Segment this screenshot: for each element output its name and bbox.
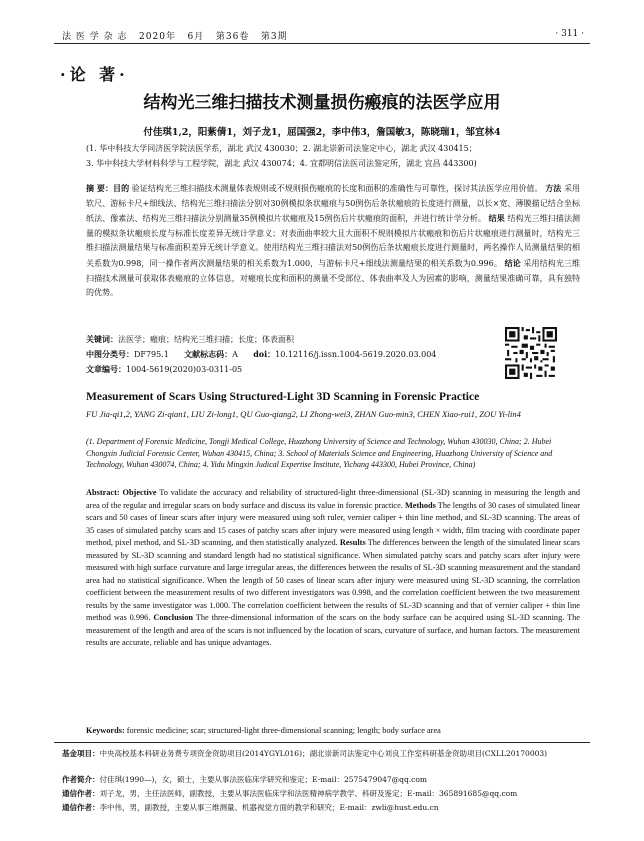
methods-cn: 采用软尺、游标卡尺+细线法、结构光三维扫描法分别对30例模拟条状瘢痕与50例伤后条状瘢痕的长度进行测量，以长×宽、薄膜描记结合坐标纸法、像素法、结构光三维扫描法分别测量35例模拟片状瘢痕及15例伤后片状瘢痕的面积，并进行统计学分析。 (86, 184, 581, 224)
footnote-author-bio (62, 774, 592, 786)
footnote-label: 通信作者： (62, 789, 100, 798)
footnote-text: 刘子龙，男，主任法医师，副教授，主要从事法医临床学和法医精神病学教学、科研及鉴定；E-mail：365891685@qq.com (99, 789, 518, 798)
doi-value[interactable]: 10.12116/j.issn.1004-5619.2020.03.004 (275, 350, 437, 359)
objective-label-cn: 目的 (113, 183, 130, 193)
month: 6月 (187, 32, 205, 42)
keywords-en (86, 726, 580, 735)
keywords-en-text: forensic medicine; scar; structured-light three-dimensional scanning; length; body surface area (126, 726, 441, 735)
footnote-label: 通信作者： (62, 803, 100, 812)
footnote-rule (54, 742, 590, 743)
footnote-funding (62, 748, 592, 760)
authors-en: FU Jia-qi1,2, YANG Zi-qian1, LIU Zi-long1, QU Guo-qiang2, LI Zhong-wei3, ZHAN Guo-min3, CHEN Xiao-rui1, ZOU Yi-lin4 (86, 409, 521, 419)
article-number-label: 文章编号： (86, 364, 126, 374)
doc-code-label: 文献标志码： (184, 349, 233, 359)
abstract-cn (86, 181, 580, 301)
objective-label-en: Objective (122, 488, 157, 497)
volume: 第36卷 (215, 32, 250, 42)
methods-label-cn: 方法 (545, 183, 562, 193)
page-number: · 311 · (555, 29, 584, 39)
keywords-cn-text: 法医学；瘢痕；结构光三维扫描；长度；体表面积 (118, 335, 294, 344)
conclusion-cn: 采用结构光三维扫描技术测量可获取体表瘢痕的立体信息，对瘢痕长度和面积的测量不受部位、体表曲率及人为因素的影响，测量结果准确可靠，具有独特的优势。 (86, 258, 581, 298)
title-cn: 结构光三维扫描技术测量损伤瘢痕的法医学应用 (143, 93, 501, 113)
authors-cn: 付佳琪1,2，阳紫倩1，刘子龙1，屈国强2，李中伟3，詹国敏3，陈晓瑞1，邹宜林4 (143, 127, 501, 138)
issue: 第3期 (260, 32, 288, 42)
footnote-text: 中央高校基本科研业务费专项资金资助项目(2014YGYL016)；湖北崇新司法鉴定中心刘良工作室科研基金资助项目(CXLL20170003) (99, 749, 548, 758)
footnote-text: 付佳琪(1990—)，女，硕士，主要从事法医临床学研究和鉴定；E-mail：2575479047@qq.com (99, 775, 427, 784)
keywords-en-label: Keywords: (86, 726, 125, 735)
qr-code-icon[interactable] (505, 327, 557, 379)
abstract-cn-label: 摘 要： (86, 183, 114, 193)
affiliation-cn-2: 3. 华中科技大学材料科学与工程学院，湖北 武汉 430074；4. 宜都明信法医司法鉴定所，湖北 宜昌 443300) (86, 159, 477, 168)
objective-cn: 验证结构光三维扫描技术测量体表规则或不规则损伤瘢痕的长度和面积的准确性与可靠性，探讨其法医学应用价值。 (131, 184, 543, 193)
footnote-label: 基金项目： (62, 749, 100, 758)
conclusion-label-cn: 结论 (504, 257, 521, 268)
footnote-text: 李中伟，男，副教授，主要从事三维测量、机器视觉方面的教学和研究；E-mail：zwli@hust.edu.cn (99, 803, 439, 812)
section-label: ·论 著· (60, 65, 129, 84)
title-en: Measurement of Scars Using Structured-Light 3D Scanning in Forensic Practice (86, 391, 480, 403)
footnote-corresponding-1 (62, 788, 592, 800)
affiliation-cn-1: (1. 华中科技大学同济医学院法医学系，湖北 武汉 430030；2. 湖北崇新司法鉴定中心，湖北 武汉 430415； (86, 144, 477, 153)
article-number: 1004-5619(2020)03-0311-05 (126, 365, 243, 374)
journal-name: 法 医 学 杂 志 (62, 32, 128, 42)
methods-label-en: Methods (404, 500, 436, 510)
year: 2020年 (139, 32, 176, 42)
article-number-line (86, 364, 506, 375)
doc-code: A (232, 350, 238, 359)
footnote-label: 作者简介： (62, 775, 100, 784)
conclusion-label-en: Conclusion (153, 613, 193, 622)
clc-label: 中图分类号： (86, 349, 134, 359)
abstract-en-label: Abstract: (86, 488, 120, 497)
results-cn: 结构光三维扫描法测量的模拟条状瘢痕长度与标准长度差异无统计学意义；对表面曲率较大且大面积不规则模拟片状瘢痕和伤后片状瘢痕进行测量时，结构光三维扫描法测量结果与标准面积差异无统计学意义。使用结构光三维扫描法对50例伤后条状瘢痕长度进行测量时，两名操作人员测量结果的相关系数为0.998，同一操作者两次测量结果的相关系数为1.000，与游标卡尺+细线法测量结果的相关系数为0.996。 (86, 214, 581, 268)
classification-line (86, 349, 506, 360)
footnote-corresponding-2 (62, 802, 592, 814)
affiliations-en: (1. Department of Forensic Medicine, Tongji Medical College, Huazhong University of Science and Technology, Wuhan 430030, China; 2. Hubei Chongxin Judicial Forensic Center, Wuhan 430415, China; 3. School of Materials Science and Engineering, Huazhong University of Science and Technology, Wuhan 430074, China; 4. Yidu Mingxin Judical Expertise Institute, Yichang 443300, Hubei Province, China) (86, 437, 553, 470)
methods-en: The lengths of 30 cases of simulated linear scars and 50 cases of linear scars after injury were measured using soft ruler, vernier caliper + thin line method, and SL-3D scanning. The areas of 35 cases of simulated patchy scars and 15 cases of patchy scars after injury were measured using length × width, film tracing with coordinate paper method, pixel method, and SL-3D scanning, and then statistically analyzed. (86, 500, 580, 547)
results-en: The differences between the length of the simulated linear scars measured by SL-3D scanning and standard length had no statistical significance. When simulated patchy scars and patchy scars after injury were measured with high surface curvature and large irregular areas, the differences between the results of SL-3D scanning measurement and the standard area had no statistical significance. When the length of 50 cases of linear scars after injury were measured using SL-3D scanning, the correlation coefficient between the measurement results of two different investigators was 0.998, and the correlation coefficient between the two measurement results by the same investigator was 1.000. The correlation coefficient between the results of SL-3D scanning and that of vernier caliper + thin line method was 0.996. (86, 538, 581, 622)
objective-en: To validate the accuracy and reliability of structured-light three-dimensional (SL-3D) scanning in measuring the length and area of the regular and irregular scars on body surface and discuss its value in forensic practice. (86, 488, 580, 510)
header-rule (54, 43, 590, 44)
abstract-en (86, 487, 580, 650)
clc-code: DF795.1 (134, 350, 169, 359)
running-header (62, 29, 288, 42)
doi-label: doi： (253, 349, 276, 359)
keywords-cn-label: 关键词： (86, 334, 118, 344)
results-label-en: Results (339, 538, 366, 547)
keywords-cn (86, 334, 506, 345)
conclusion-en: The three-dimensional information of the scars on the body surface can be acquired using SL-3D scanning. The measurement of the length and area of the scars is not influenced by the location of scars, curvature of surface, and human factors. The measurement results are accurate, reliable and has unique advantages. (86, 613, 580, 647)
results-label-cn: 结果 (488, 213, 505, 224)
